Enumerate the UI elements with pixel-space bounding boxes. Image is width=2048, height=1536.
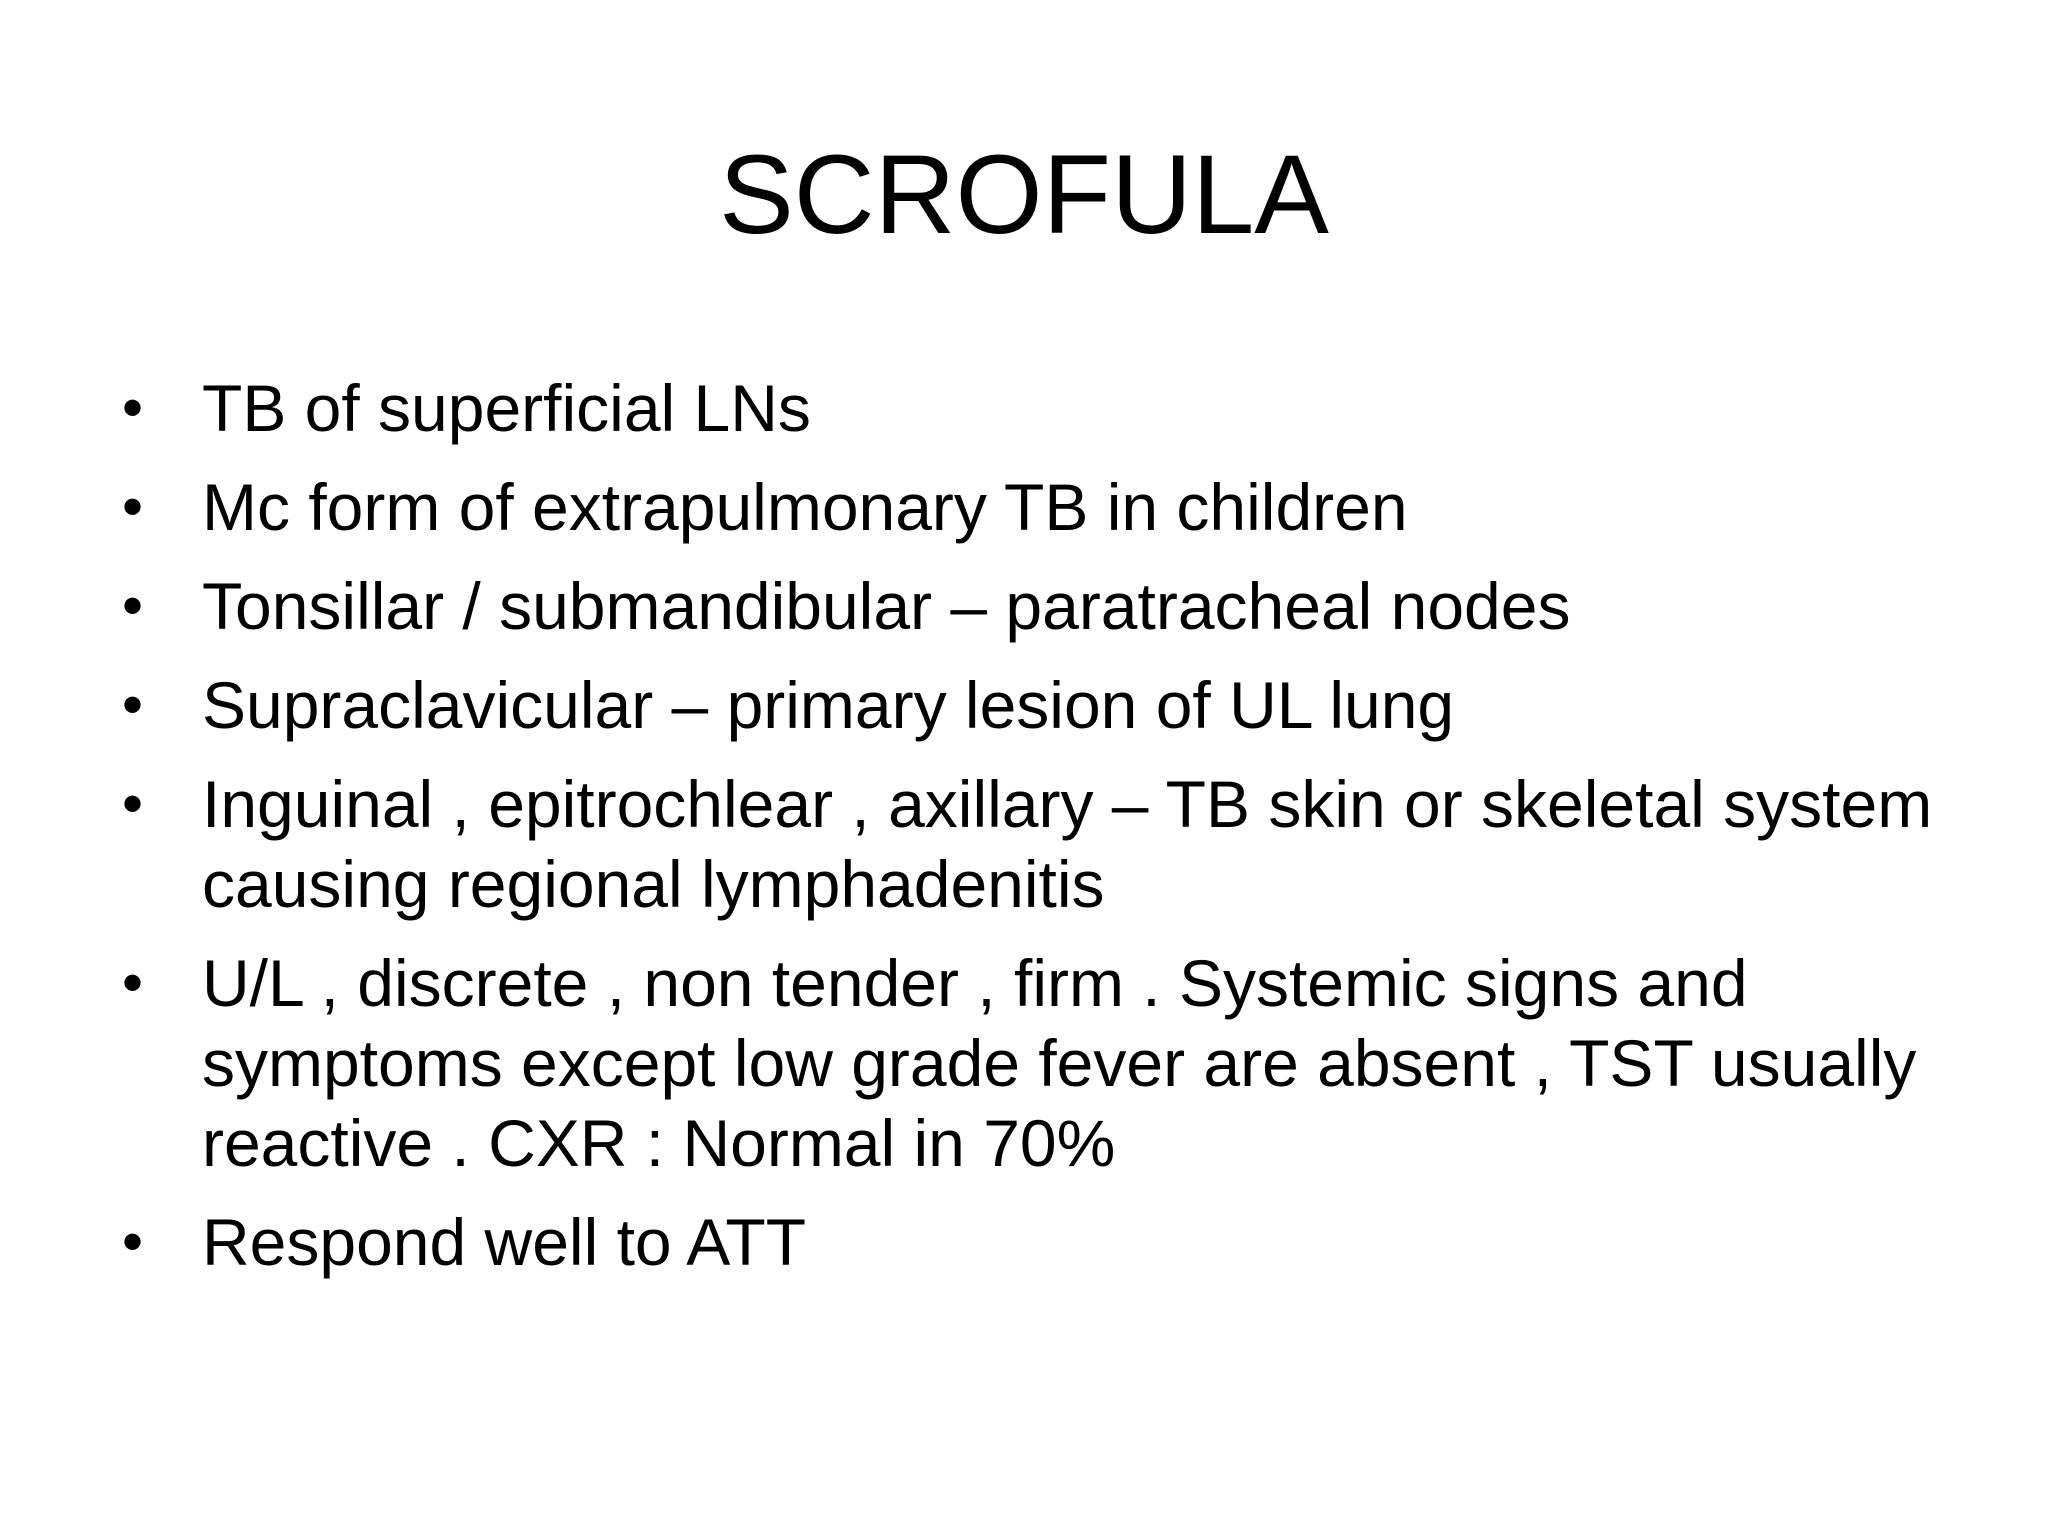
bullet-item bbox=[118, 566, 1998, 646]
bullet-item bbox=[118, 1202, 1998, 1282]
bullet-dot-icon: • bbox=[122, 949, 144, 1016]
bullet-dot-icon: • bbox=[122, 572, 144, 639]
bullet-dot-icon: • bbox=[122, 770, 144, 837]
bullet-item bbox=[118, 764, 1998, 924]
bullet-dot-icon: • bbox=[122, 374, 144, 441]
bullet-text: U/L , discrete , non tender , firm . Systemic signs and symptoms except low grade fever are absent , TST usually reactive . CXR : Normal in 70% bbox=[202, 946, 1917, 1180]
bullet-item bbox=[118, 368, 1998, 448]
bullet-text: Tonsillar / submandibular – paratracheal nodes bbox=[202, 569, 1571, 643]
bullet-text: Mc form of extrapulmonary TB in children bbox=[202, 470, 1408, 544]
bullet-dot-icon: • bbox=[122, 671, 144, 738]
bullet-item bbox=[118, 467, 1998, 547]
bullet-item bbox=[118, 665, 1998, 745]
bullet-text: TB of superficial LNs bbox=[202, 371, 811, 445]
bullet-text: Supraclavicular – primary lesion of UL lung bbox=[202, 668, 1455, 742]
bullet-dot-icon: • bbox=[122, 1208, 144, 1275]
bullet-list bbox=[118, 368, 1998, 1301]
slide-title: SCROFULA bbox=[719, 132, 1329, 257]
bullet-text: Inguinal , epitrochlear , axillary – TB skin or skeletal system causing regional lymphadenitis bbox=[202, 767, 1933, 921]
bullet-item bbox=[118, 943, 1998, 1183]
bullet-text: Respond well to ATT bbox=[202, 1205, 807, 1279]
bullet-dot-icon: • bbox=[122, 473, 144, 540]
